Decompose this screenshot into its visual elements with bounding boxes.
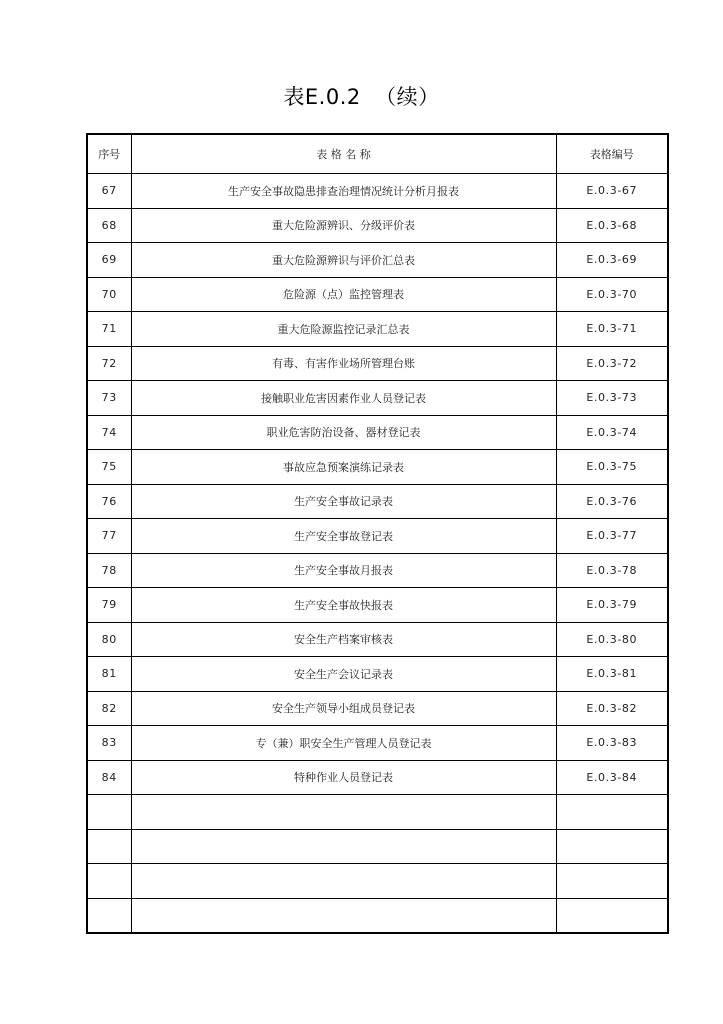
row-form-name: 重大危险源辨识、分级评价表	[131, 208, 556, 243]
table-row	[87, 415, 668, 450]
table-row-empty	[87, 864, 668, 899]
row-form-name: 危险源（点）监控管理表	[131, 277, 556, 312]
row-serial-number: 83	[87, 726, 131, 761]
row-serial-number: 70	[87, 277, 131, 312]
row-form-name: 生产安全事故快报表	[131, 588, 556, 623]
header-serial-number: 序号	[87, 134, 131, 174]
row-form-name: 安全生产会议记录表	[131, 657, 556, 692]
row-form-name: 生产安全事故记录表	[131, 484, 556, 519]
row-serial-number: 75	[87, 450, 131, 485]
row-serial-number: 72	[87, 346, 131, 381]
table-row	[87, 484, 668, 519]
table-row	[87, 381, 668, 416]
row-serial-number: 74	[87, 415, 131, 450]
row-form-name: 安全生产领导小组成员登记表	[131, 691, 556, 726]
row-form-code: E.0.3-68	[556, 208, 668, 243]
row-form-name: 有毒、有害作业场所管理台账	[131, 346, 556, 381]
row-serial-number: 84	[87, 760, 131, 795]
row-form-code: E.0.3-75	[556, 450, 668, 485]
row-form-code	[556, 795, 668, 830]
table-row	[87, 726, 668, 761]
table-row	[87, 243, 668, 278]
row-form-name: 生产安全事故月报表	[131, 553, 556, 588]
row-serial-number: 68	[87, 208, 131, 243]
table-row	[87, 622, 668, 657]
row-form-code: E.0.3-82	[556, 691, 668, 726]
row-form-name	[131, 898, 556, 933]
table-row	[87, 208, 668, 243]
row-form-code: E.0.3-67	[556, 174, 668, 209]
table-header-row	[87, 134, 668, 174]
row-form-name: 安全生产档案审核表	[131, 622, 556, 657]
row-form-code: E.0.3-74	[556, 415, 668, 450]
row-form-name: 生产安全事故隐患排查治理情况统计分析月报表	[131, 174, 556, 209]
row-serial-number: 81	[87, 657, 131, 692]
table-row	[87, 691, 668, 726]
form-index-table	[86, 133, 669, 934]
row-serial-number: 76	[87, 484, 131, 519]
row-form-code: E.0.3-77	[556, 519, 668, 554]
row-form-code: E.0.3-81	[556, 657, 668, 692]
row-form-name: 特种作业人员登记表	[131, 760, 556, 795]
table-row	[87, 346, 668, 381]
row-form-code: E.0.3-84	[556, 760, 668, 795]
row-form-name: 专（兼）职安全生产管理人员登记表	[131, 726, 556, 761]
table-row-empty	[87, 898, 668, 933]
row-serial-number: 73	[87, 381, 131, 416]
row-serial-number: 67	[87, 174, 131, 209]
row-serial-number	[87, 829, 131, 864]
row-form-code: E.0.3-76	[556, 484, 668, 519]
row-form-name: 接触职业危害因素作业人员登记表	[131, 381, 556, 416]
row-form-code: E.0.3-80	[556, 622, 668, 657]
row-form-code: E.0.3-72	[556, 346, 668, 381]
row-form-name: 重大危险源辨识与评价汇总表	[131, 243, 556, 278]
table-row	[87, 450, 668, 485]
header-form-name: 表 格 名 称	[131, 134, 556, 174]
row-serial-number: 77	[87, 519, 131, 554]
table-row	[87, 553, 668, 588]
row-form-code: E.0.3-71	[556, 312, 668, 347]
table-row	[87, 588, 668, 623]
table-row-empty	[87, 795, 668, 830]
row-form-code	[556, 864, 668, 899]
row-form-name: 事故应急预案演练记录表	[131, 450, 556, 485]
row-serial-number	[87, 795, 131, 830]
row-form-code: E.0.3-69	[556, 243, 668, 278]
row-serial-number	[87, 864, 131, 899]
row-serial-number: 79	[87, 588, 131, 623]
row-form-name: 职业危害防治设备、器材登记表	[131, 415, 556, 450]
page-title: 表E.0.2 （续）	[283, 85, 440, 109]
row-form-code	[556, 829, 668, 864]
row-form-code: E.0.3-70	[556, 277, 668, 312]
row-serial-number: 69	[87, 243, 131, 278]
row-form-code: E.0.3-83	[556, 726, 668, 761]
table-row	[87, 760, 668, 795]
table-row	[87, 657, 668, 692]
row-serial-number	[87, 898, 131, 933]
row-serial-number: 80	[87, 622, 131, 657]
header-form-code: 表格编号	[556, 134, 668, 174]
table-row	[87, 277, 668, 312]
table-row	[87, 312, 668, 347]
row-form-name: 生产安全事故登记表	[131, 519, 556, 554]
table-row	[87, 519, 668, 554]
row-form-name	[131, 829, 556, 864]
table-row	[87, 174, 668, 209]
row-serial-number: 82	[87, 691, 131, 726]
row-form-name	[131, 795, 556, 830]
row-form-code	[556, 898, 668, 933]
row-form-code: E.0.3-78	[556, 553, 668, 588]
row-serial-number: 78	[87, 553, 131, 588]
row-form-code: E.0.3-73	[556, 381, 668, 416]
row-form-name: 重大危险源监控记录汇总表	[131, 312, 556, 347]
table-row-empty	[87, 829, 668, 864]
row-form-code: E.0.3-79	[556, 588, 668, 623]
row-serial-number: 71	[87, 312, 131, 347]
row-form-name	[131, 864, 556, 899]
